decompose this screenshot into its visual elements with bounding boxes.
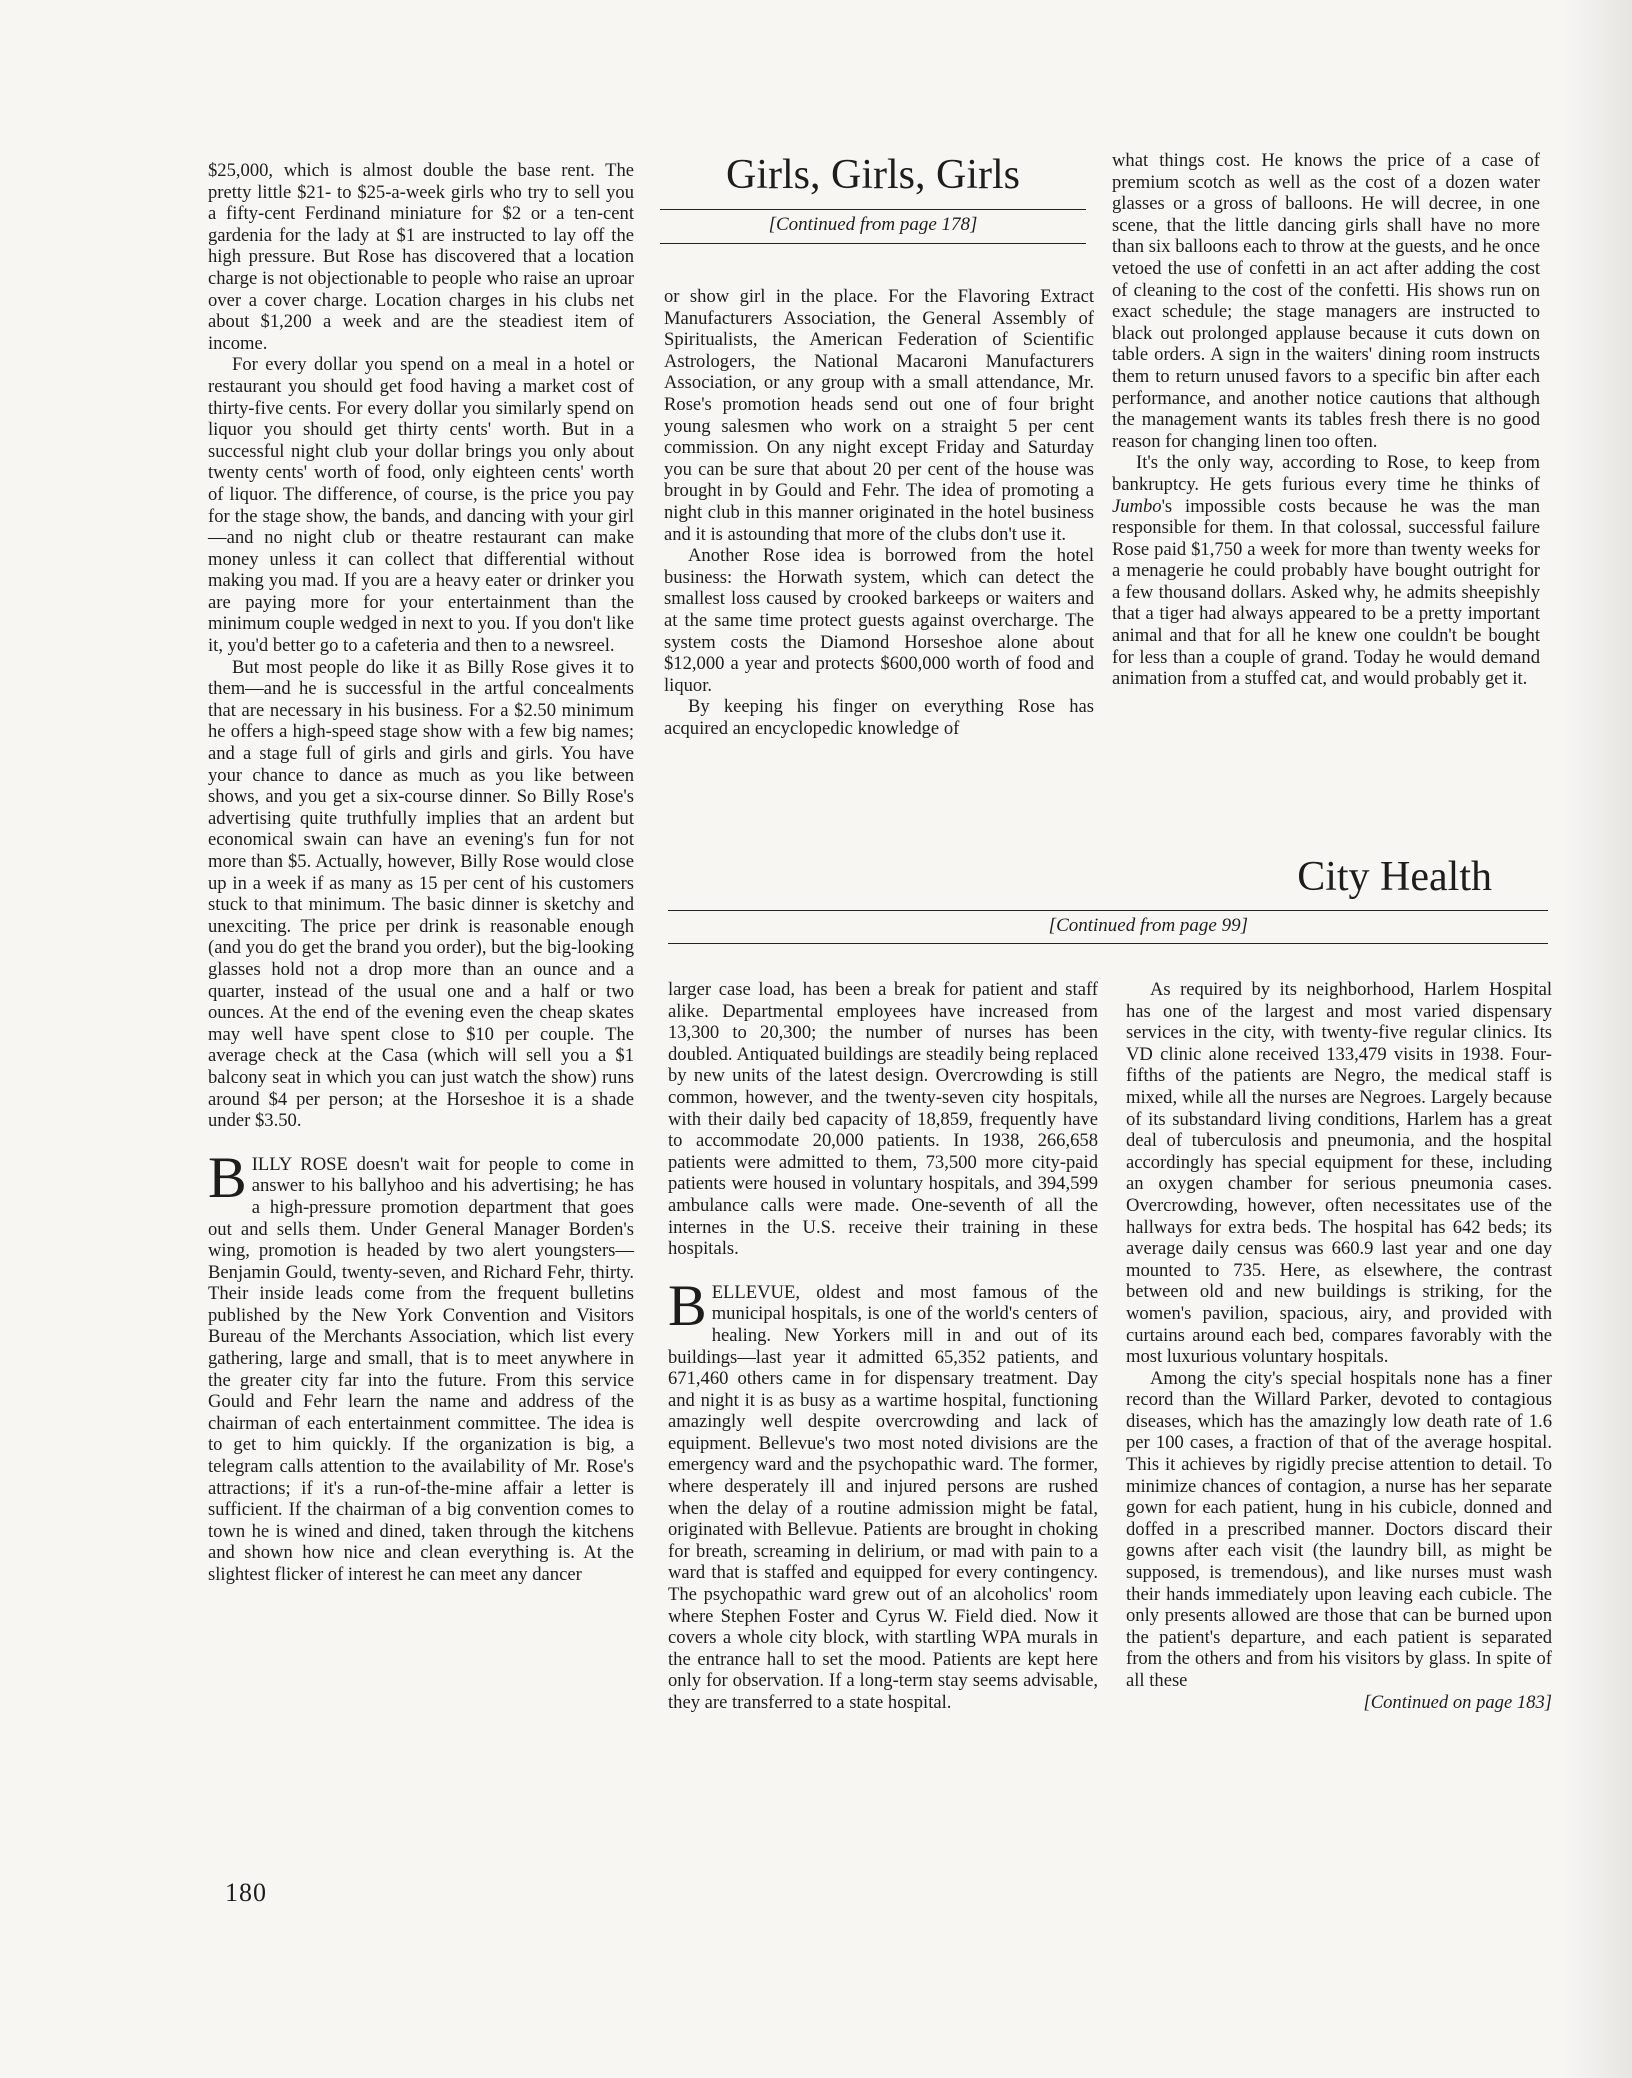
city-health-title: City Health [1297, 854, 1492, 900]
title-rule-bottom [660, 243, 1086, 244]
city-health-column-1 [668, 979, 1098, 1714]
left-para-3: But most people do like it as Billy Rose gives it to them—and he is successful in the artful concealments that are necessary in his business. For a $2.50 minimum he offers a high-speed stage show with a few big names; and a stage full of girls and girls and girls. You have your chance to dance as much as you like between shows, and you get a six-course dinner. So Billy Rose's advertising quite truthfully implies that an ardent but economical swain can have an evening's fun for not more than $5. Actually, however, Billy Rose would close up in a week if as many as 15 per cent of his customers stuck to that minimum. The basic dinner is sketchy and unexciting. The price per drink is reasonable enough (and you do get the brand you order), but the big-looking glasses hold not a drop more than an ounce and a quarter, instead of the usual one and a half or two ounces. At the end of the evening even the cheap skates may well have spent close to $10 per couple. The average check at the Casa (which will sell you a $1 balcony seat in which you can just watch the show) runs around $4 per person; at the Horseshoe it is a shade under $3.50. [208, 656, 634, 1132]
city-health-rule-bottom [668, 943, 1548, 944]
left-column [208, 160, 634, 1586]
girls-right-column [1112, 150, 1540, 690]
left-para-2: For every dollar you spend on a meal in a hotel or restaurant you should get food having a market cost of thirty-five cents. For every dollar you similarly spend on liquor you should get thirty cents' worth. But in a successful night club your dollar brings you only about twenty cents' worth of food, only eighteen cents' worth of liquor. The difference, of course, is the price you pay for the stage show, the bands, and dancing with your girl—and no night club or theatre restaurant can make money unless it can collect that differential without making you mad. If you are a heavy eater or drinker you are paying more for your entertainment than the minimum couple wedged in next to you. If you don't like it, you'd better go to a cafeteria and then to a newsreel. [208, 354, 634, 657]
girls-right-para-2-a: It's the only way, according to Rose, to keep from bankruptcy. He gets furious every time he thinks of [1112, 452, 1540, 495]
jumbo-title: Jumbo [1112, 495, 1162, 517]
girls-para-3: By keeping his finger on everything Rose has acquired an encyclopedic knowledge of [664, 696, 1094, 739]
health-dropcap-para [668, 1272, 1098, 1714]
left-para-1: $25,000, which is almost double the base rent. The pretty little $21- to $25-a-week girls who try to sell you a fifty-cent Ferdinand miniature for $2 or a ten-cent gardenia for the lady at $1 are instructed to lay off the high pressure. But Rose has discovered that a location charge is not objectionable to people who raise an uproar over a cover charge. Location charges in his clubs net about $1,200 a week and are the steadiest item of income. [208, 160, 634, 354]
page-edge-shadow [1562, 0, 1632, 2078]
health-para-1: larger case load, has been a break for patient and staff alike. Departmental employees have increased from 13,300 to 20,300; the number of nurses has been doubled. Antiquated buildings are steadily being replaced by new units of the latest design. Overcrowding is still common, however, and the twenty-seven city hospitals, with their daily bed capacity of 18,859, frequently have to accommodate 20,000 patients. In 1938, 266,658 patients were admitted to them, 73,500 more city-paid patients were housed in voluntary hospitals, and 394,599 ambulance calls were made. One-seventh of all the internes in the U.S. receive their training in these hospitals. [668, 979, 1098, 1260]
left-dropcap-text: ILLY ROSE doesn't wait for people to come in answer to his ballyhoo and his advertising; he has a high-pressure promotion department that goes out and sells them. Under General Manager Borden's wing, promotion is headed by two alert youngsters—Benjamin Gould, twenty-seven, and Richard Fehr, thirty. Their inside leads come from the frequent bulletins published by the New York Convention and Visitors Bureau of the Merchants Association, which list every gathering, large and small, that is to meet anywhere in the greater city far into the future. From this service Gould and Fehr learn the name and address of the chairman of each entertainment committee. The idea is to get to him quickly. If the organization is big, a telegram calls attention to the availability of Mr. Rose's attractions; if it's a run-of-the-mine affair a letter is sufficient. If the chairman of a big convention comes to town he is wined and dined, taken through the kitchens and shown how nice and clean everything is. At the slightest flicker of interest he can meet any dancer [208, 1153, 634, 1585]
girls-article-header [660, 150, 1086, 244]
girls-right-para-2 [1112, 452, 1540, 690]
health-col2-para-2: Among the city's special hospitals none has a finer record than the Willard Parker, devoted to contagious diseases, which has the amazingly low death rate of 1.6 per 100 cases, a fraction of that of the average hospital. This it achieves by rigidly precise attention to detail. To minimize chances of contagion, a nurse has her separate gown for each patient, hung in his cubicle, donned and doffed in a prescribed manner. Doctors discard their gowns after each visit (the laundry bill, as might be supposed, is tremendous), and like nurses must wash their hands immediately upon leaving each cubicle. The only presents allowed are those that can be burned upon the patient's departure, and each patient is separated from the others and from his visitors by glass. In spite of all these [1126, 1367, 1552, 1691]
girls-para-1: or show girl in the place. For the Flavoring Extract Manufacturers Association, the General Assembly of Spiritualists, the American Federation of Scientific Astrologers, the National Macaroni Manufacturers Association, or any group with a small attendance, Mr. Rose's promotion heads send out one of four bright young salesmen who work on a straight 5 per cent commission. On any night except Friday and Saturday you can be sure that about 20 per cent of the house was brought in by Gould and Fehr. The idea of promoting a night club in this manner originated in the hotel business and it is astounding that more of the clubs don't use it. [664, 286, 1094, 545]
drop-cap-letter: B [208, 1144, 247, 1210]
city-health-continued-from: [Continued from page 99] [1048, 915, 1248, 936]
city-health-header [668, 852, 1548, 944]
girls-right-para-1: what things cost. He knows the price of a case of premium scotch as well as the cost of a dozen water glasses or a gross of balloons. He will decree, in one scene, that the little dancing girls shall have no more than six balloons each to throw at the guests, and he once vetoed the use of confetti in an act after adding the cost of cleaning to the cost of the confetti. His shows run on exact schedule; the stage managers are instructed to black out prolonged applause because it cuts down on table orders. A sign in the waiters' dining room instructs them to return unused favors to a specific bin after each performance, and another notice cautions that although the management wants its tables fresh there is no good reason for changing linen too often. [1112, 150, 1540, 452]
health-col2-para-1: As required by its neighborhood, Harlem Hospital has one of the largest and most varied dispensary services in the city, with twenty-five regular clinics. Its VD clinic alone received 133,479 visits in 1938. Four-fifths of the patients are Negro, the medical staff is mixed, while all the nurses are Negroes. Largely because of its substandard living conditions, Harlem has a great deal of tuberculosis and pneumonia, and the hospital accordingly has special equipment for these, including an oxygen chamber for serious pneumonia cases. Overcrowding, however, often necessitates use of the hallways for extra beds. The hospital has 642 beds; its average daily census was 660.9 last year and one day mounted to 735. Here, as elsewhere, the contrast between old and new buildings is striking, for the women's pavilion, spacious, airy, and provided with curtains around each bed, compares favorably with the most luxurious voluntary hospitals. [1126, 979, 1552, 1368]
health-dropcap-text: ELLEVUE, oldest and most famous of the municipal hospitals, is one of the world's centers of healing. New Yorkers mill in and out of its buildings—last year it admitted 65,352 patients, and 671,460 others came in for dispensary treatment. Day and night it is as busy as a wartime hospital, functioning amazingly well despite overcrowding and lack of equipment. Bellevue's two most noted divisions are the emergency ward and the psychopathic ward. The former, where desperately ill and injured persons are rushed when the delay of a routine admission might be fatal, originated with Bellevue. Patients are brought in choking for breath, screaming in delirium, or mad with pain to a ward that is staffed and equipped for every contingency. The psychopathic ward grew out of an alcoholics' room where Stephen Foster and Cyrus W. Field died. Now it covers a whole city block, with startling WPA murals in the entrance hall to set the mood. Patients are kept here only for observation. If a long-term stay seems advisable, they are transferred to a state hospital. [668, 1281, 1098, 1713]
girls-para-2: Another Rose idea is borrowed from the hotel business: the Horwath system, which can detect the smallest loss caused by crooked barkeeps or waiters and at the same time protect guests against overcharge. The system costs the Diamond Horseshoe alone about $12,000 a year and protects $600,000 worth of food and liquor. [664, 545, 1094, 696]
health-drop-cap-letter: B [668, 1272, 707, 1338]
continued-on-label: [Continued on page 183] [1363, 1691, 1552, 1713]
continued-from-label: [Continued from page 178] [768, 214, 978, 235]
city-health-column-2 [1126, 979, 1552, 1713]
article-title: Girls, Girls, Girls [726, 152, 1020, 198]
girls-middle-column [664, 286, 1094, 739]
page-number: 180 [225, 1878, 267, 1907]
girls-right-para-2-b: 's impossible costs because he was the man responsible for them. In that colossal, successful failure Rose paid $1,750 a week for more than twenty weeks for a menagerie he could probably have bought outright for a few thousand dollars. Asked why, he admits sheepishly that a tiger had always appeared to be a pretty important animal and that for all he knew one couldn't be bought for less than a couple of grand. Today he would demand animation from a stuffed cat, and would probably get it. [1112, 495, 1540, 690]
left-dropcap-para [208, 1144, 634, 1586]
